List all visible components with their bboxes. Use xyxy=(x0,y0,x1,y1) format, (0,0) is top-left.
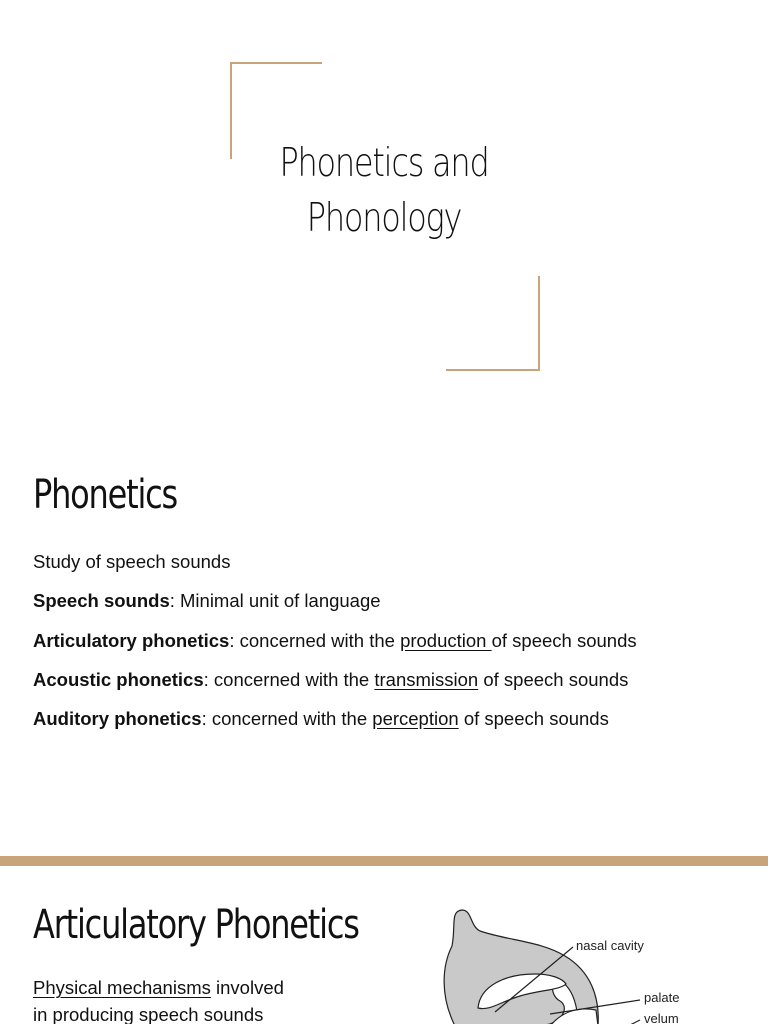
underlined-keyword: Physical mechanisms xyxy=(33,977,211,998)
definition-term: Auditory phonetics xyxy=(33,708,202,730)
head-outline-shape xyxy=(444,910,598,1024)
phonetics-definitions xyxy=(33,542,637,738)
palate-label: palate xyxy=(644,990,680,1005)
definition-term: Acoustic phonetics xyxy=(33,668,204,690)
definition-line xyxy=(33,581,637,620)
articulatory-slide xyxy=(0,866,768,1024)
definition-text: of speech sounds xyxy=(478,668,629,690)
definition-text: of speech sounds xyxy=(491,629,637,651)
description-text: in producing speech sounds xyxy=(33,1004,264,1024)
description-text: involved xyxy=(210,977,284,998)
corner-bracket-bottom-right xyxy=(446,276,540,371)
definition-text: of speech sounds xyxy=(458,708,609,730)
velum-label: velum xyxy=(644,1011,679,1024)
slide-title xyxy=(220,136,548,246)
underlined-keyword: perception xyxy=(372,708,459,730)
phonetics-slide xyxy=(0,408,768,856)
definition-text: : Minimal unit of language xyxy=(169,590,381,612)
definition-term: Articulatory phonetics xyxy=(33,629,230,651)
definition-text: : concerned with the xyxy=(229,629,401,651)
nasal-cavity-label: nasal cavity xyxy=(576,938,644,953)
definition-text: : concerned with the xyxy=(203,668,375,690)
definition-line xyxy=(33,699,637,738)
definition-text: Study of speech sounds xyxy=(33,551,231,572)
definition-line xyxy=(33,542,637,581)
velum-pointer xyxy=(628,1020,640,1024)
phonetics-heading: Phonetics xyxy=(33,472,178,518)
slide-divider xyxy=(0,856,768,866)
definition-line xyxy=(33,660,637,699)
articulatory-description xyxy=(33,974,333,1024)
definition-term: Speech sounds xyxy=(33,590,170,612)
definition-text: : concerned with the xyxy=(201,708,373,730)
articulatory-heading: Articulatory Phonetics xyxy=(33,902,359,948)
vocal-tract-diagram xyxy=(400,886,720,1024)
slide-title-line-1: Phonetics and xyxy=(279,141,489,186)
underlined-keyword: transmission xyxy=(374,668,479,690)
title-slide xyxy=(0,0,768,408)
underlined-keyword: production xyxy=(400,629,492,651)
definition-line xyxy=(33,621,637,660)
slide-title-line-2: Phonology xyxy=(306,196,462,241)
